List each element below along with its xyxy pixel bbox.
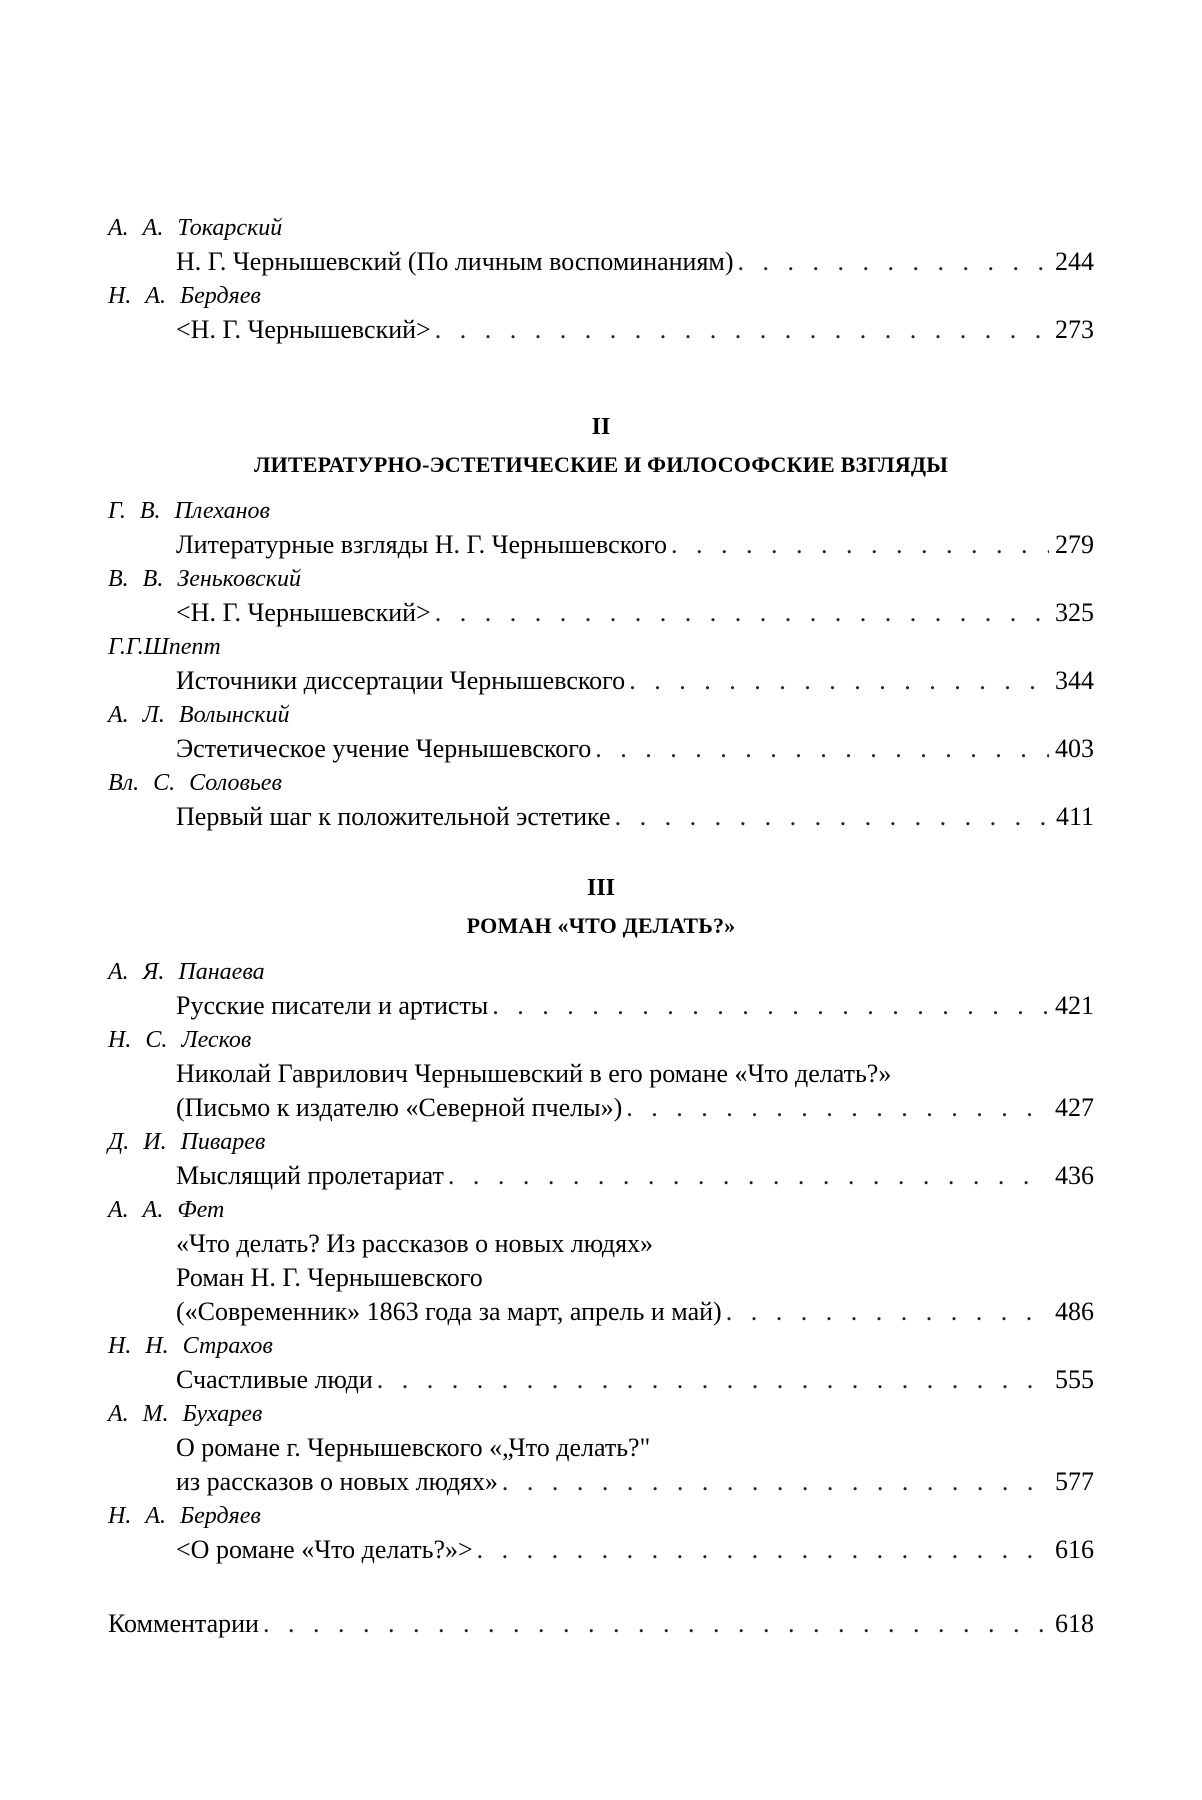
toc-entry bbox=[108, 1329, 1094, 1397]
entry-title: Николай Гаврилович Чернышевский в его романе «Что делать?» bbox=[176, 1059, 892, 1088]
toc-comments-line bbox=[108, 1607, 1094, 1641]
entry-title: Русские писатели и артисты bbox=[176, 991, 489, 1020]
entry-title: <О романе «Что делать?»> bbox=[176, 1535, 473, 1564]
entry-title-line bbox=[108, 1091, 1094, 1125]
dot-leader bbox=[435, 313, 1049, 347]
page-number: 244 bbox=[1055, 247, 1094, 276]
dot-leader bbox=[629, 664, 1049, 698]
entry-title-line bbox=[108, 245, 1094, 279]
toc-entry bbox=[108, 562, 1094, 630]
entry-author: Вл. С. Соловьев bbox=[108, 770, 282, 796]
dot-leader bbox=[626, 1091, 1049, 1125]
page-number: 427 bbox=[1055, 1093, 1094, 1122]
page-number: 403 bbox=[1055, 734, 1094, 763]
entry-title: Мыслящий пролетариат bbox=[176, 1161, 444, 1190]
page-number: 325 bbox=[1055, 598, 1094, 627]
entry-title-line bbox=[108, 664, 1094, 698]
entry-author: А. А. Фет bbox=[108, 1197, 225, 1223]
toc-entry bbox=[108, 698, 1094, 766]
entry-title-line bbox=[108, 800, 1094, 834]
toc-entry bbox=[108, 1397, 1094, 1499]
entry-title: Роман Н. Г. Чернышевского bbox=[176, 1263, 483, 1292]
dot-leader bbox=[502, 1465, 1049, 1499]
dot-leader bbox=[263, 1607, 1049, 1641]
dot-leader bbox=[492, 989, 1049, 1023]
entry-author: Н. Н. Страхов bbox=[108, 1333, 273, 1359]
page-number: 421 bbox=[1055, 991, 1094, 1020]
section-number: II bbox=[591, 414, 611, 440]
entry-author: Г.Г.Шпепт bbox=[108, 634, 221, 660]
entry-title-line bbox=[108, 1159, 1094, 1193]
entry-title-line bbox=[108, 1465, 1094, 1499]
comments-label: Комментарии bbox=[108, 1609, 259, 1638]
toc-entry bbox=[108, 279, 1094, 347]
toc-entry bbox=[108, 211, 1094, 279]
entry-title-line bbox=[108, 1227, 1094, 1261]
section-title: РОМАН «ЧТО ДЕЛАТЬ?» bbox=[466, 913, 736, 938]
page-number: 411 bbox=[1055, 802, 1094, 831]
dot-leader bbox=[615, 800, 1050, 834]
entry-title-line bbox=[108, 1363, 1094, 1397]
page-number: 577 bbox=[1055, 1467, 1094, 1496]
toc-entry bbox=[108, 766, 1094, 834]
entry-title: из рассказов о новых людях» bbox=[176, 1467, 498, 1496]
entry-title: Эстетическое учение Чернышевского bbox=[176, 734, 592, 763]
dot-leader bbox=[477, 1533, 1049, 1567]
toc-entry bbox=[108, 630, 1094, 698]
entry-author: Г. В. Плеханов bbox=[108, 498, 270, 524]
section-number: III bbox=[586, 875, 616, 901]
page-number: 436 bbox=[1055, 1161, 1094, 1190]
entry-title: Счастливые люди bbox=[176, 1365, 373, 1394]
toc-entry bbox=[108, 1499, 1094, 1567]
toc-entry bbox=[108, 1023, 1094, 1125]
dot-leader bbox=[726, 1295, 1049, 1329]
page-number: 555 bbox=[1055, 1365, 1094, 1394]
toc-entry bbox=[108, 494, 1094, 562]
entry-title-line bbox=[108, 596, 1094, 630]
entry-title-line bbox=[108, 313, 1094, 347]
entry-author: Д. И. Пиварев bbox=[108, 1129, 266, 1155]
entry-title: («Современник» 1863 года за март, апрель и май) bbox=[176, 1297, 722, 1326]
page-number: 273 bbox=[1055, 315, 1094, 344]
entry-title-line bbox=[108, 732, 1094, 766]
entry-title-line bbox=[108, 989, 1094, 1023]
entry-author: В. В. Зеньковский bbox=[108, 566, 301, 592]
page-number: 344 bbox=[1055, 666, 1094, 695]
toc-top-entries bbox=[108, 211, 1094, 347]
dot-leader bbox=[377, 1363, 1049, 1397]
dot-leader bbox=[448, 1159, 1049, 1193]
entry-author: А. Л. Волынский bbox=[108, 702, 290, 728]
entry-title: <Н. Г. Чернышевский> bbox=[176, 315, 431, 344]
entry-title-line bbox=[108, 1261, 1094, 1295]
entry-title: <Н. Г. Чернышевский> bbox=[176, 598, 431, 627]
page-number: 618 bbox=[1055, 1609, 1094, 1638]
page-number: 279 bbox=[1055, 530, 1094, 559]
toc-entry bbox=[108, 955, 1094, 1023]
entry-author: А. А. Токарский bbox=[108, 215, 283, 241]
dot-leader bbox=[435, 596, 1049, 630]
dot-leader bbox=[595, 732, 1049, 766]
entry-title: Н. Г. Чернышевский (По личным воспоминаниям) bbox=[176, 247, 734, 276]
entry-title: Источники диссертации Чернышевского bbox=[176, 666, 626, 695]
entry-author: Н. А. Бердяев bbox=[108, 283, 261, 309]
entry-title: Первый шаг к положительной эстетике bbox=[176, 802, 611, 831]
entry-author: Н. С. Лесков bbox=[108, 1027, 252, 1053]
entry-title: (Письмо к издателю «Северной пчелы») bbox=[176, 1093, 623, 1122]
entry-author: Н. А. Бердяев bbox=[108, 1503, 261, 1529]
entry-title: О романе г. Чернышевского «„Что делать?" bbox=[176, 1433, 651, 1462]
entry-title: «Что делать? Из рассказов о новых людях» bbox=[176, 1229, 654, 1258]
entry-title-line bbox=[108, 1057, 1094, 1091]
section-title: ЛИТЕРАТУРНО-ЭСТЕТИЧЕСКИЕ И ФИЛОСОФСКИЕ ВЗГЛЯДЫ bbox=[254, 452, 948, 477]
toc-entry bbox=[108, 1125, 1094, 1193]
dot-leader bbox=[738, 245, 1049, 279]
toc-section-3-entries bbox=[108, 955, 1094, 1567]
page-number: 616 bbox=[1055, 1535, 1094, 1564]
entry-title-line bbox=[108, 528, 1094, 562]
toc-section-2-entries bbox=[108, 494, 1094, 834]
entry-title: Литературные взгляды Н. Г. Чернышевского bbox=[176, 530, 668, 559]
entry-title-line bbox=[108, 1533, 1094, 1567]
entry-title-line bbox=[108, 1431, 1094, 1465]
entry-author: А. Я. Панаева bbox=[108, 959, 265, 985]
page-number: 486 bbox=[1055, 1297, 1094, 1326]
dot-leader bbox=[671, 528, 1049, 562]
entry-title-line bbox=[108, 1295, 1094, 1329]
entry-author: А. М. Бухарев bbox=[108, 1401, 263, 1427]
toc-entry bbox=[108, 1193, 1094, 1329]
